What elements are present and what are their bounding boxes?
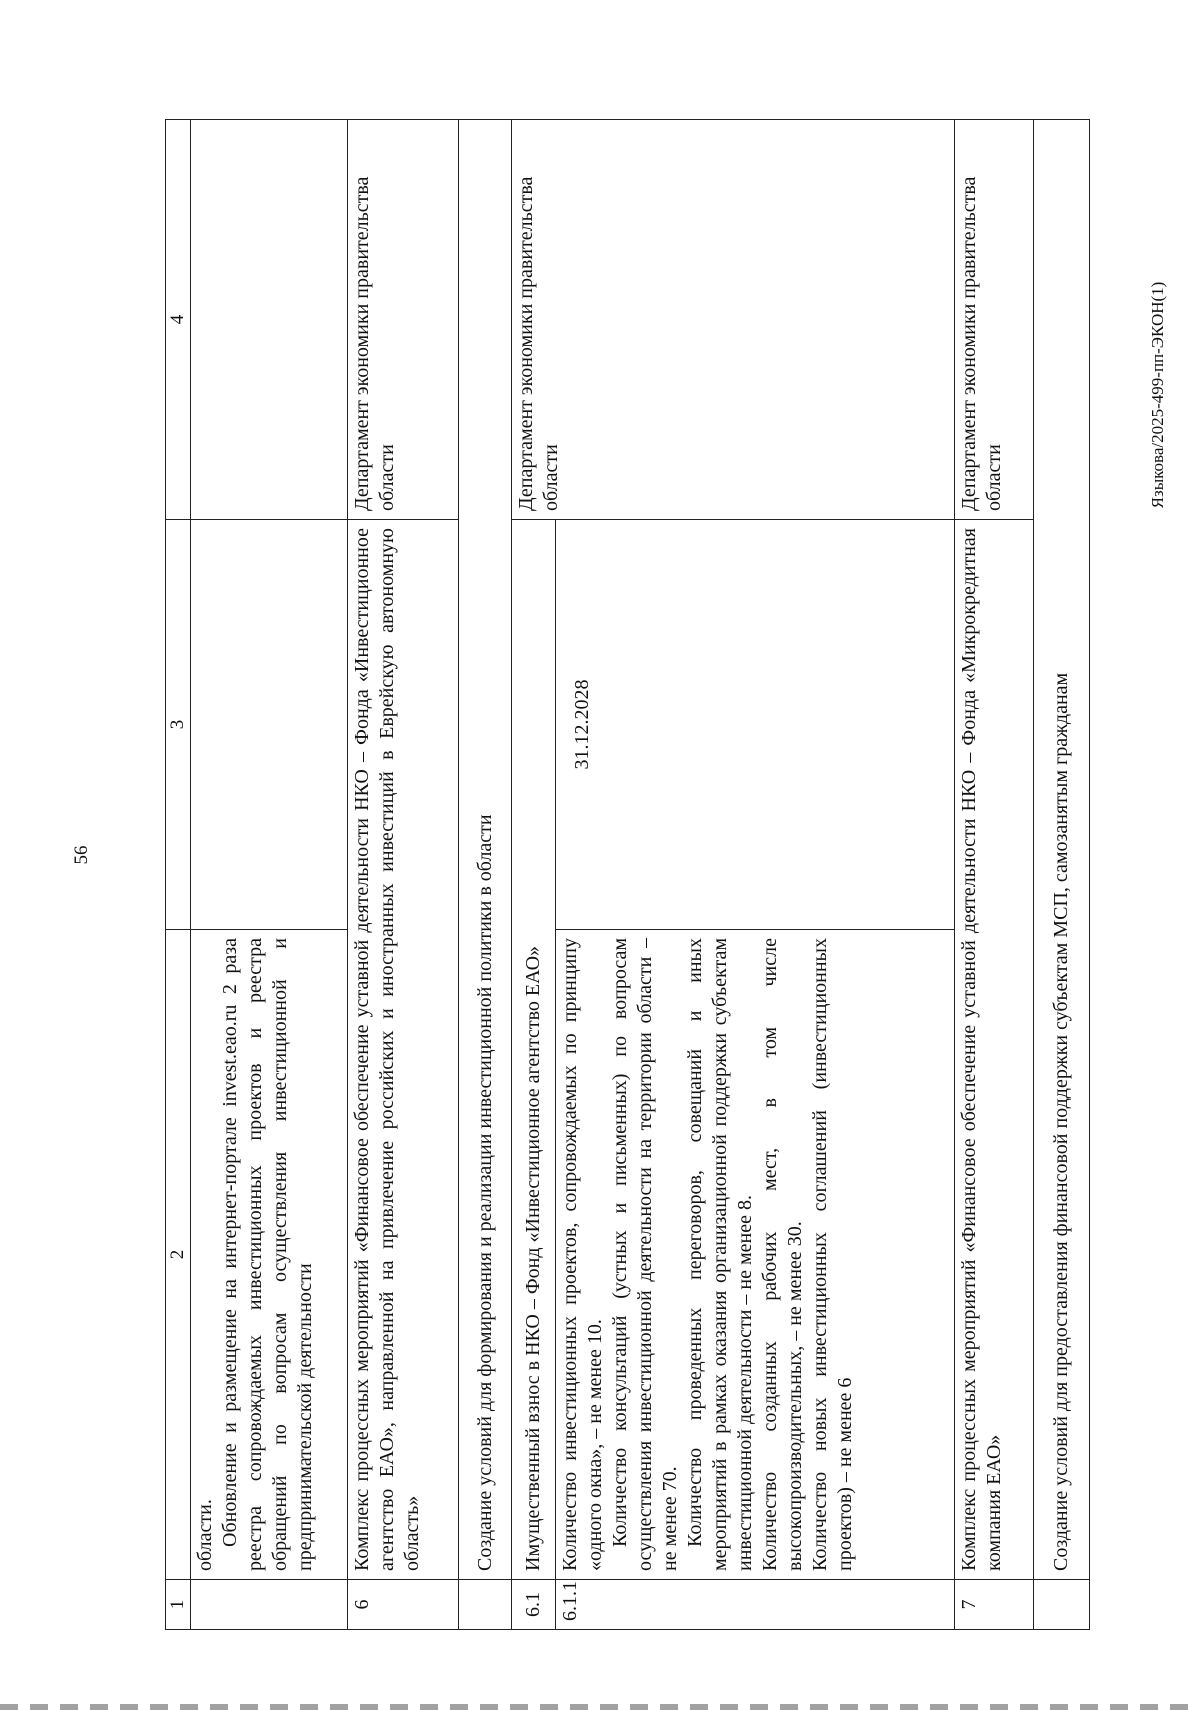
- row-6-1-1-indicators: [555, 930, 954, 1580]
- row-6-text: Комплекс процессных мероприятий «Финансовое обеспечение уставной деятельности НКО – Фонда «Инвестиционное агентство ЕАО», направленной на привлечение российских и иностранных инвестиций в Еврейскую автономную область»: [347, 520, 458, 1580]
- indicator-consultations: Количество консультаций (устных и письменных) по вопросам осуществления инвестиционной деятельности на территории области – не менее 70.: [608, 938, 681, 1571]
- column-header-2: 2: [166, 930, 191, 1580]
- indicator-jobs: Количество созданных рабочих мест, в том числе высокопроизводительных, – не менее 30.: [758, 938, 806, 1571]
- rotated-table-container: [165, 120, 1090, 1630]
- cell-num-continuation: [190, 1580, 347, 1630]
- row-6-1-1-deadline: 31.12.2028: [555, 520, 954, 930]
- cell-text-continuation: [190, 930, 347, 1580]
- column-header-3: 3: [166, 520, 191, 930]
- table-row-7: [954, 120, 1034, 1630]
- indicator-agreements: Количество новых инвестиционных соглашений (инвестиционных проектов) – не менее 6: [808, 938, 856, 1571]
- document-code: Языкова/2025-499-пп-ЭКОН(1): [1148, 281, 1167, 509]
- row-7-number: 7: [954, 1580, 1034, 1630]
- scan-edge-mark: [0, 1704, 1200, 1710]
- column-header-1: 1: [166, 1580, 191, 1630]
- plan-table: [165, 119, 1090, 1630]
- row-7-text: Комплекс процессных мероприятий «Финансовое обеспечение уставной деятельности НКО – Фонда «Микрокредитная компания ЕАО»: [954, 520, 1034, 1580]
- row-6-1-text: Имущественный взнос в НКО – Фонд «Инвестиционное агентство ЕАО»: [512, 520, 556, 1580]
- table-row-continuation: [190, 120, 347, 1630]
- table-row-6-1: [512, 120, 556, 1630]
- task-7-num-cell: [1034, 1580, 1090, 1630]
- row-6-number: 6: [347, 1580, 458, 1630]
- indicator-projects: Количество инвестиционных проектов, сопровождаемых по принципу «одного окна», – не менее 10.: [558, 938, 606, 1571]
- header-row: [166, 120, 191, 1630]
- table-row-task-6: [459, 120, 512, 1630]
- column-header-4: 4: [166, 120, 191, 520]
- task-6-num-cell: [459, 1580, 512, 1630]
- row-6-responsible: Департамент экономики правительства области: [347, 120, 458, 520]
- task-7-text: Создание условий для предоставления финансовой поддержки субъектам МСП, самозанятым гражданам: [1034, 120, 1090, 1580]
- page-number: 56: [71, 845, 92, 865]
- row-6-1-number: 6.1: [512, 1580, 556, 1630]
- row-6-1-responsible: Департамент экономики правительства области: [512, 120, 954, 520]
- cell-deadline-continuation: [190, 520, 347, 930]
- row-7-responsible: Департамент экономики правительства области: [954, 120, 1034, 520]
- cell-responsible-continuation: [190, 120, 347, 520]
- row-6-1-1-number: 6.1.1: [555, 1580, 954, 1630]
- indicator-meetings: Количество проведенных переговоров, совещаний и иных мероприятий в рамках оказания организационной поддержки субъектам инвестиционной деятельности – не менее 8.: [683, 938, 756, 1571]
- task-6-text: Создание условий для формирования и реализации инвестиционной политики в области: [459, 120, 512, 1580]
- continuation-line-2: Обновление и размещение на интернет-портале invest.eao.ru 2 раза реестра сопровождаемых инвестиционных проектов и реестра обращений по вопросам осуществления инвестиционной и предпринимательской деятельности: [218, 938, 316, 1571]
- continuation-line-1: области.: [193, 1499, 216, 1571]
- table-row-task-7: [1034, 120, 1090, 1630]
- table-row-6: [347, 120, 458, 1630]
